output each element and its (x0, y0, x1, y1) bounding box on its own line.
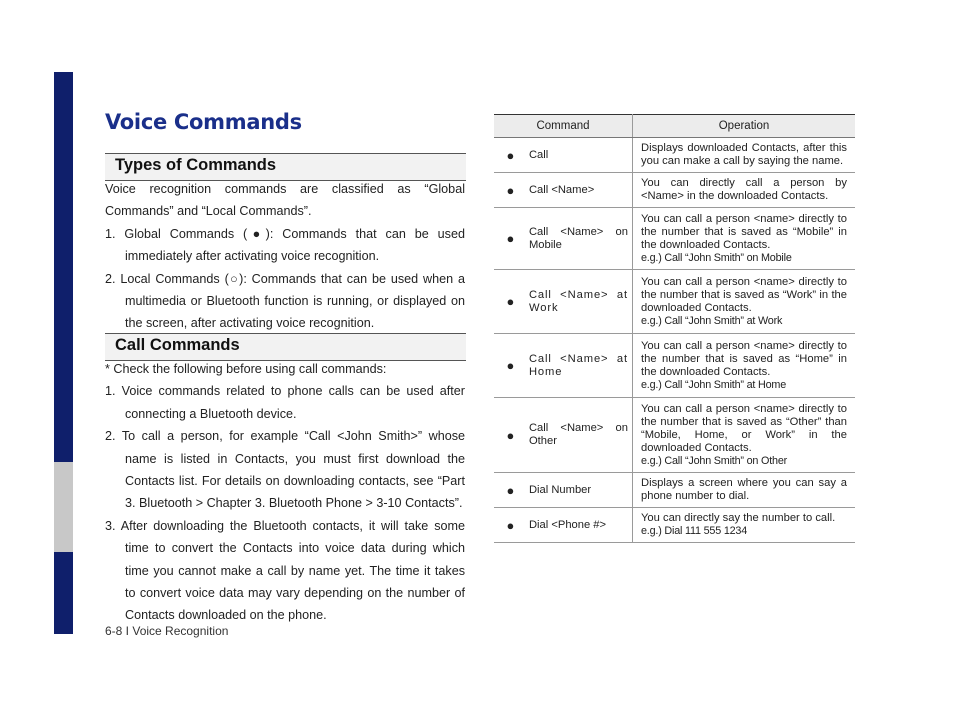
header-operation: Operation (633, 115, 856, 138)
section-heading: Call Commands (115, 336, 240, 354)
operation-text: Displays a screen where you can say a phone number to dial. (641, 477, 847, 502)
table-row (494, 334, 855, 398)
call-item-3: 3. After downloading the Bluetooth contacts, it will take some time to convert the Contacts into voice data during which time you cannot make a call by name yet. The time it takes to convert voice data may vary depending on the number of Contacts downloaded on the phone. (105, 518, 465, 623)
table-row (494, 508, 855, 543)
call-note: * Check the following before using call commands: (105, 362, 387, 376)
table-row (494, 398, 855, 473)
command-name: Call <Name> on Other (527, 398, 633, 473)
command-operation (633, 334, 856, 398)
global-command-bullet-icon: ● (494, 473, 527, 508)
table-row (494, 138, 855, 173)
table-row (494, 270, 855, 334)
operation-text: You can call a person <name> directly to the number that is saved as “Mobile” in the downloaded Contacts. (641, 212, 847, 251)
command-operation (633, 398, 856, 473)
command-operation (633, 138, 856, 173)
types-body (105, 178, 465, 335)
operation-example: e.g.) Call “John Smith” on Other (641, 454, 788, 467)
section-header-call (105, 333, 466, 361)
section-heading: Types of Commands (115, 156, 277, 174)
command-operation (633, 473, 856, 508)
commands-table (494, 114, 855, 543)
operation-text: You can call a person <name> directly to the number that is saved as “Home” in the downloaded Contacts. (641, 339, 847, 378)
operation-example: e.g.) Dial 111 555 1234 (641, 525, 748, 537)
command-name: Call <Name> at Home (527, 334, 633, 398)
table-row (494, 208, 855, 270)
global-command-bullet-icon: ● (494, 270, 527, 334)
command-name: Call (527, 138, 633, 173)
command-name: Dial <Phone #> (527, 508, 633, 543)
global-command-bullet-icon: ● (494, 508, 527, 543)
types-item-local: 2. Local Commands (○): Commands that can be used when a multimedia or Bluetooth function is running, or displayed on the screen, after activating voice recognition. (105, 271, 465, 331)
operation-text: You can call a person <name> directly to the number that is saved as “Other” than “Mobile, Home, or Work” in the downloaded Contacts. (641, 402, 847, 454)
types-intro: Voice recognition commands are classified as “Global Commands” and “Local Commands”. (105, 182, 465, 219)
page-title: Voice Commands (105, 110, 302, 134)
table-header-row (494, 115, 855, 138)
page-footer: 6-8 I Voice Recognition (105, 624, 229, 638)
call-item-1: 1. Voice commands related to phone calls can be used after connecting a Bluetooth device. (105, 384, 465, 421)
call-item-2: 2. To call a person, for example “Call <John Smith>” whose name is listed in Contacts, you must first download the Contacts list. For details on downloading contacts, see “Part 3. Bluetooth > Chapter 3. Bluetooth Phone > 3-10 Contacts”. (105, 429, 465, 511)
command-operation (633, 208, 856, 270)
header-command: Command (494, 115, 633, 138)
operation-example: e.g.) Call “John Smith” on Mobile (641, 251, 792, 264)
operation-example: e.g.) Call “John Smith” at Home (641, 378, 787, 391)
command-operation (633, 270, 856, 334)
operation-example: e.g.) Call “John Smith” at Work (641, 314, 783, 327)
global-command-bullet-icon: ● (494, 334, 527, 398)
sidebar-bar-middle (54, 462, 73, 552)
command-name: Call <Name> at Work (527, 270, 633, 334)
table-row (494, 173, 855, 208)
command-operation (633, 173, 856, 208)
command-name: Call <Name> on Mobile (527, 208, 633, 270)
operation-text: You can directly say the number to call. (641, 512, 836, 524)
table-row (494, 473, 855, 508)
global-command-bullet-icon: ● (494, 208, 527, 270)
global-command-bullet-icon: ● (494, 138, 527, 173)
sidebar-bar-top (54, 72, 73, 462)
command-name: Call <Name> (527, 173, 633, 208)
operation-text: You can call a person <name> directly to the number that is saved as “Work” in the downloaded Contacts. (641, 275, 847, 314)
operation-text: You can directly call a person by <Name> in the downloaded Contacts. (641, 177, 847, 202)
types-item-global: 1. Global Commands (●): Commands that can be used immediately after activating voice recognition. (105, 226, 465, 264)
command-name: Dial Number (527, 473, 633, 508)
sidebar-bar-bottom (54, 552, 73, 634)
call-body (105, 358, 465, 627)
section-header-types (105, 153, 466, 181)
global-command-bullet-icon: ● (494, 173, 527, 208)
operation-text: Displays downloaded Contacts, after this you can make a call by saying the name. (641, 142, 847, 167)
global-command-bullet-icon: ● (494, 398, 527, 473)
command-operation (633, 508, 856, 543)
